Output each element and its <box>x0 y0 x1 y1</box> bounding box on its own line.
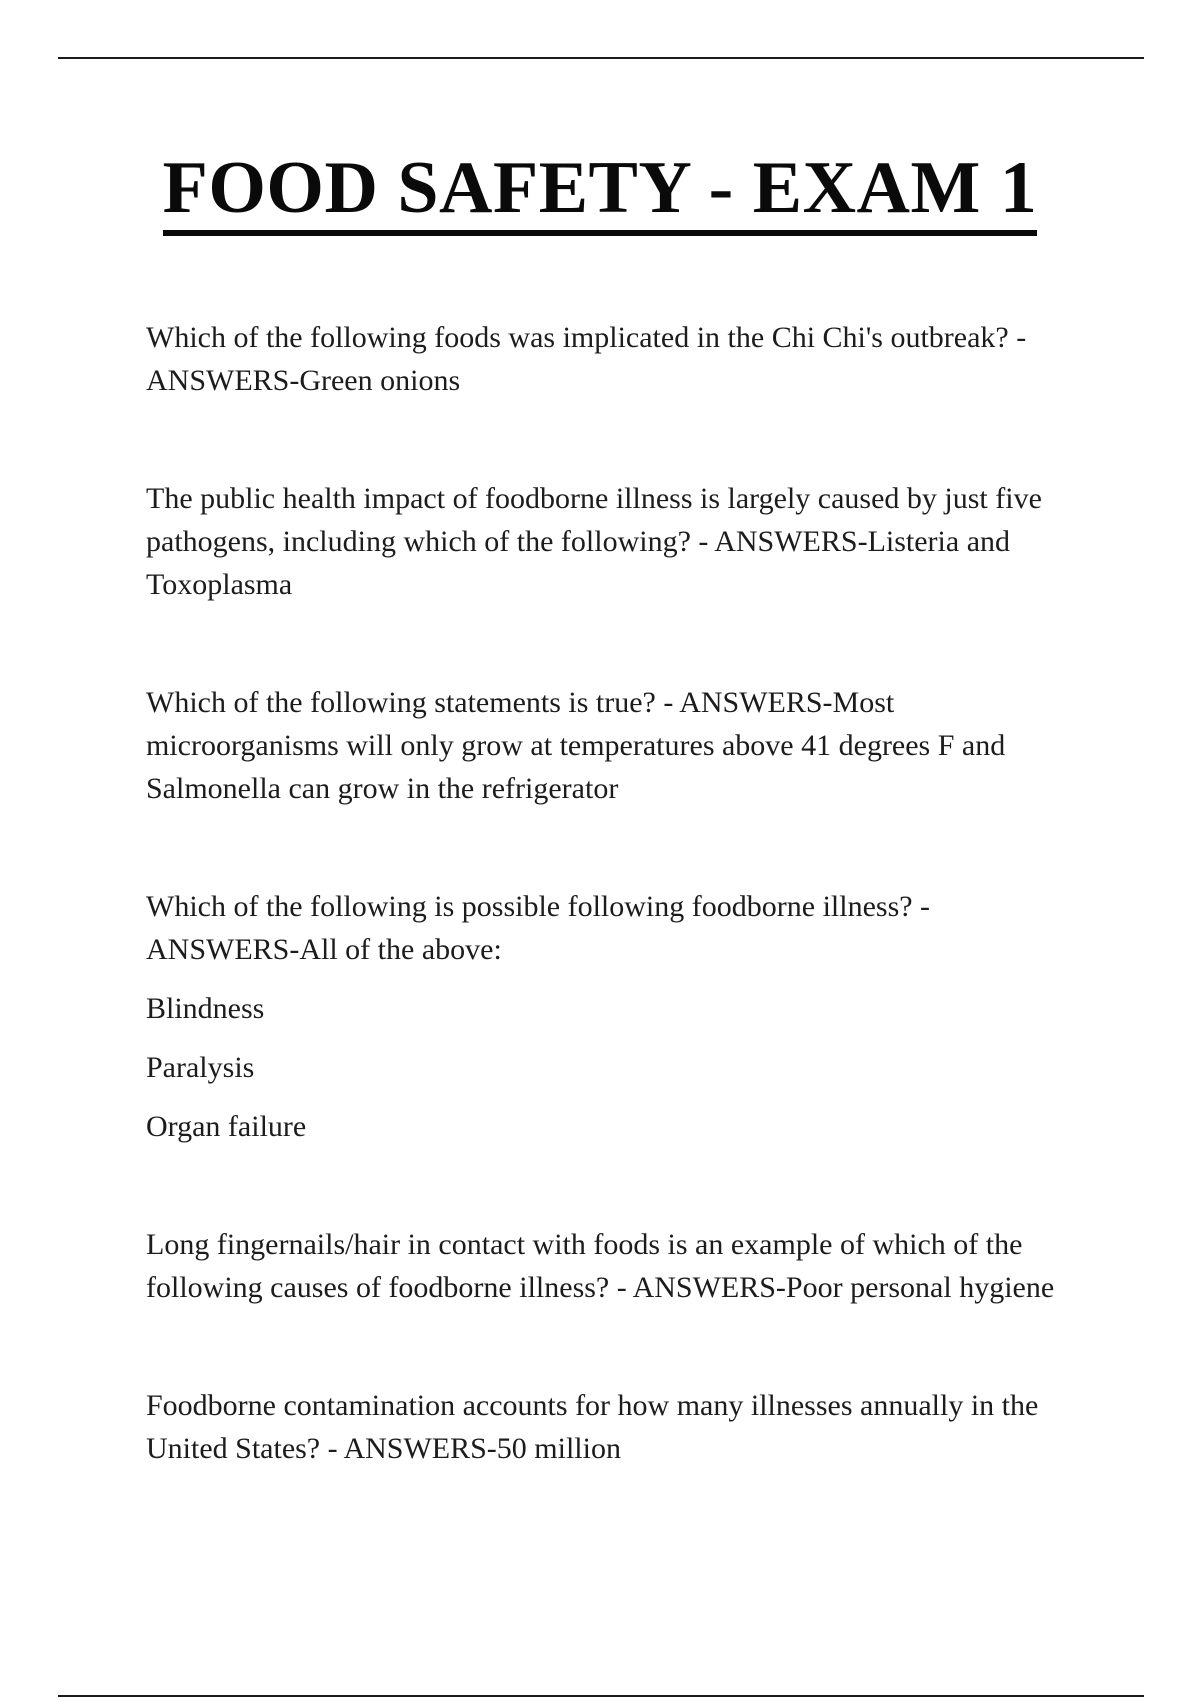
qa-item-5 <box>146 1223 1066 1309</box>
qa-text: Which of the following is possible following foodborne illness? - ANSWERS-All of the above: <box>146 890 931 966</box>
bottom-rule <box>58 1695 1144 1697</box>
qa-text: The public health impact of foodborne illness is largely caused by just five pathogens, including which of the following? - ANSWERS-Listeria and Toxoplasma <box>146 482 1042 601</box>
qa-list <box>146 316 1066 1545</box>
top-rule <box>58 57 1144 59</box>
qa-item-2 <box>146 477 1066 606</box>
answer-option: Paralysis <box>146 1051 255 1084</box>
qa-item-3 <box>146 681 1066 810</box>
qa-text: Long fingernails/hair in contact with foods is an example of which of the following causes of foodborne illness? - ANSWERS-Poor personal hygiene <box>146 1228 1055 1304</box>
qa-text: Which of the following foods was implicated in the Chi Chi's outbreak? - ANSWERS-Green onions <box>146 321 1027 397</box>
answer-option: Organ failure <box>146 1110 307 1143</box>
qa-item-1 <box>146 316 1066 402</box>
qa-text: Foodborne contamination accounts for how many illnesses annually in the United States? - ANSWERS-50 million <box>146 1389 1039 1465</box>
qa-item-4 <box>146 885 1066 1148</box>
answer-option: Blindness <box>146 992 265 1025</box>
qa-item-6 <box>146 1384 1066 1470</box>
page-title <box>0 148 1200 236</box>
page-title-text: FOOD SAFETY - EXAM 1 <box>163 148 1038 236</box>
qa-text: Which of the following statements is true? - ANSWERS-Most microorganisms will only grow at temperatures above 41 degrees F and Salmonella can grow in the refrigerator <box>146 686 1006 805</box>
